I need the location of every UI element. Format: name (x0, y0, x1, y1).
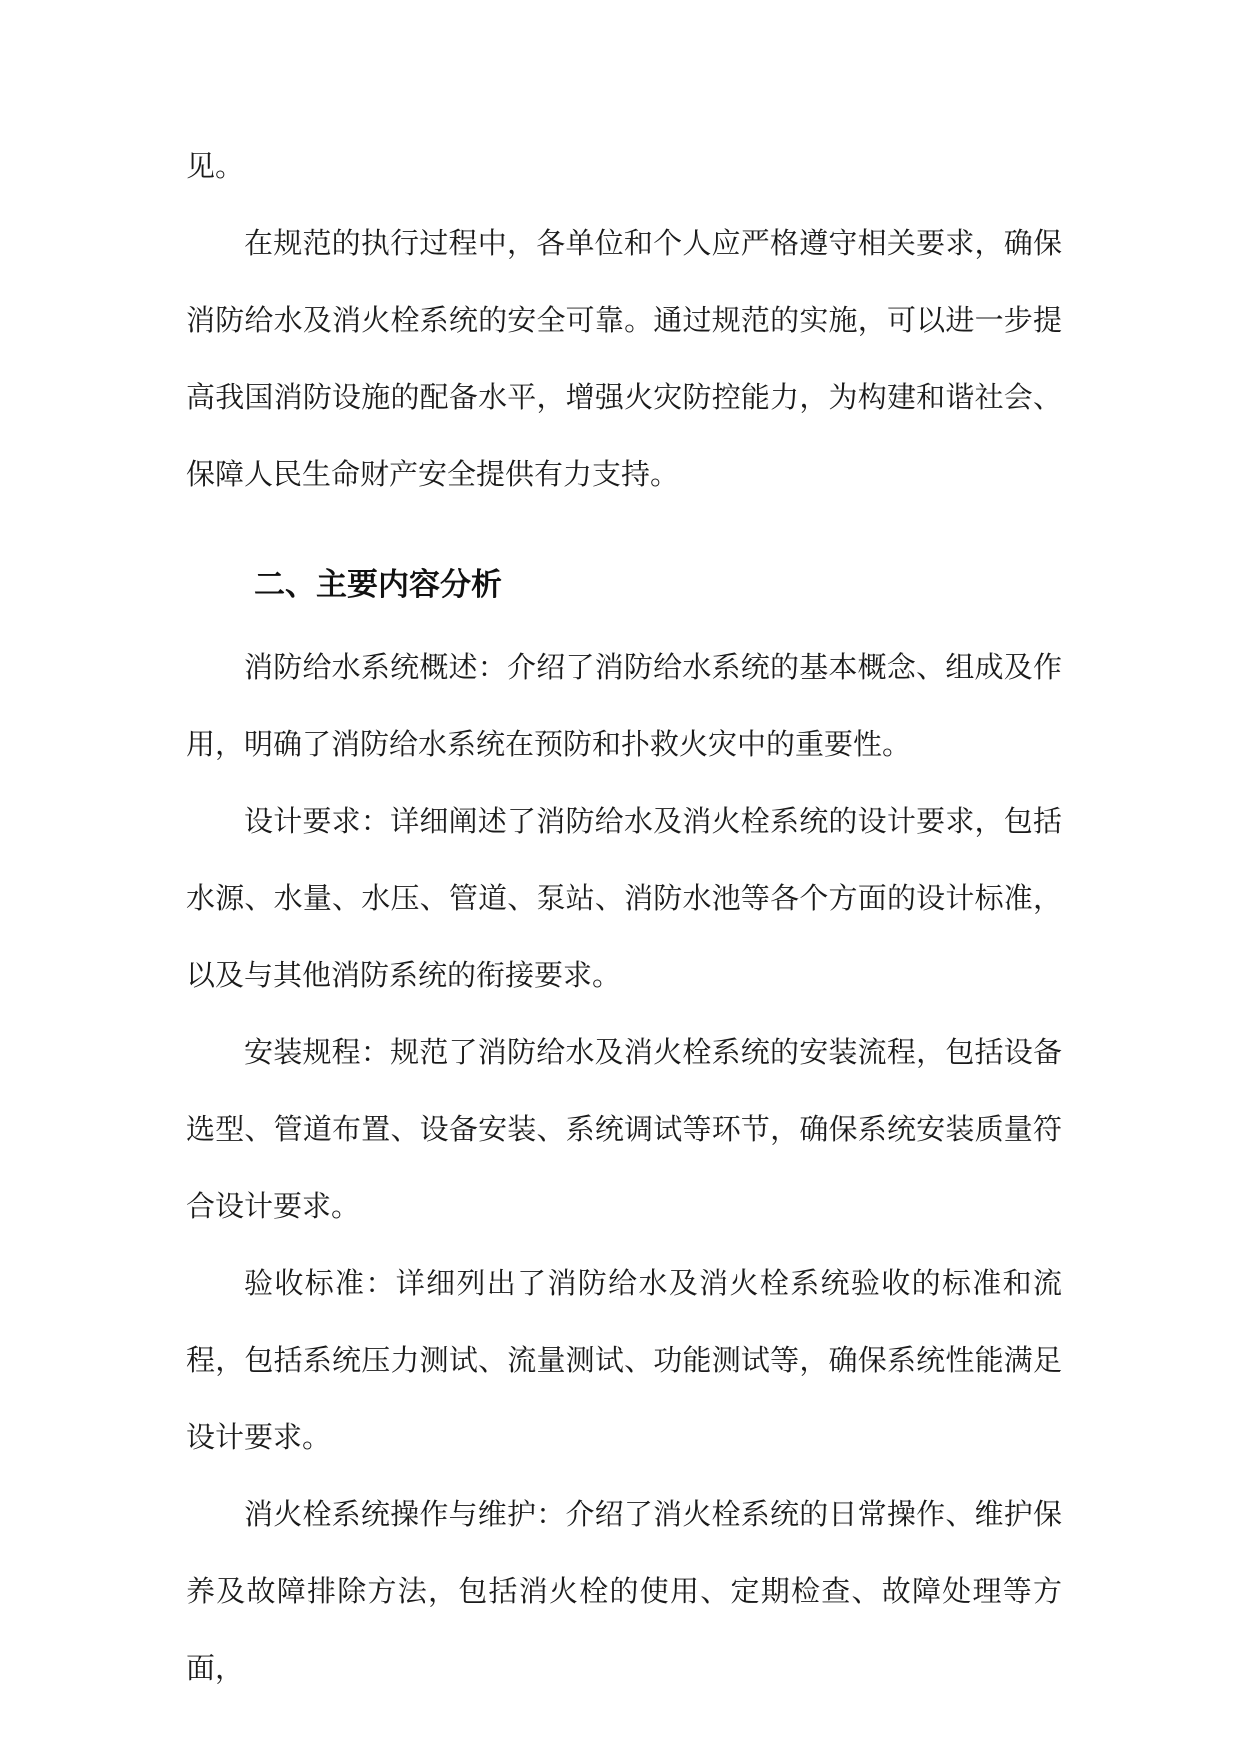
paragraph-installation-rules: 安装规程：规范了消防给水及消火栓系统的安装流程，包括设备选型、管道布置、设备安装、系统调试等环节，确保系统安装质量符合设计要求。 (186, 1035, 1062, 1223)
section-heading: 二、主要内容分析 (254, 567, 502, 603)
paragraph-design-requirements: 设计要求：详细阐述了消防给水及消火栓系统的设计要求，包括水源、水量、水压、管道、泵站、消防水池等各个方面的设计标准，以及与其他消防系统的衔接要求。 (186, 804, 1062, 992)
paragraph-implementation: 在规范的执行过程中，各单位和个人应严格遵守相关要求，确保消防给水及消火栓系统的安全可靠。通过规范的实施，可以进一步提高我国消防设施的配备水平，增强火灾防控能力，为构建和谐社会、保障人民生命财产安全提供有力支持。 (186, 226, 1062, 491)
paragraph-operation-maintenance: 消火栓系统操作与维护：介绍了消火栓系统的日常操作、维护保养及故障排除方法，包括消火栓的使用、定期检查、故障处理等方面， (186, 1497, 1062, 1685)
paragraph-system-overview: 消防给水系统概述：介绍了消防给水系统的基本概念、组成及作用，明确了消防给水系统在预防和扑救火灾中的重要性。 (186, 650, 1062, 761)
continuation-text: 见。 (186, 149, 245, 183)
document-body (186, 128, 1062, 1707)
paragraph-acceptance-standards: 验收标准：详细列出了消防给水及消火栓系统验收的标准和流程，包括系统压力测试、流量测试、功能测试等，确保系统性能满足设计要求。 (186, 1266, 1062, 1454)
